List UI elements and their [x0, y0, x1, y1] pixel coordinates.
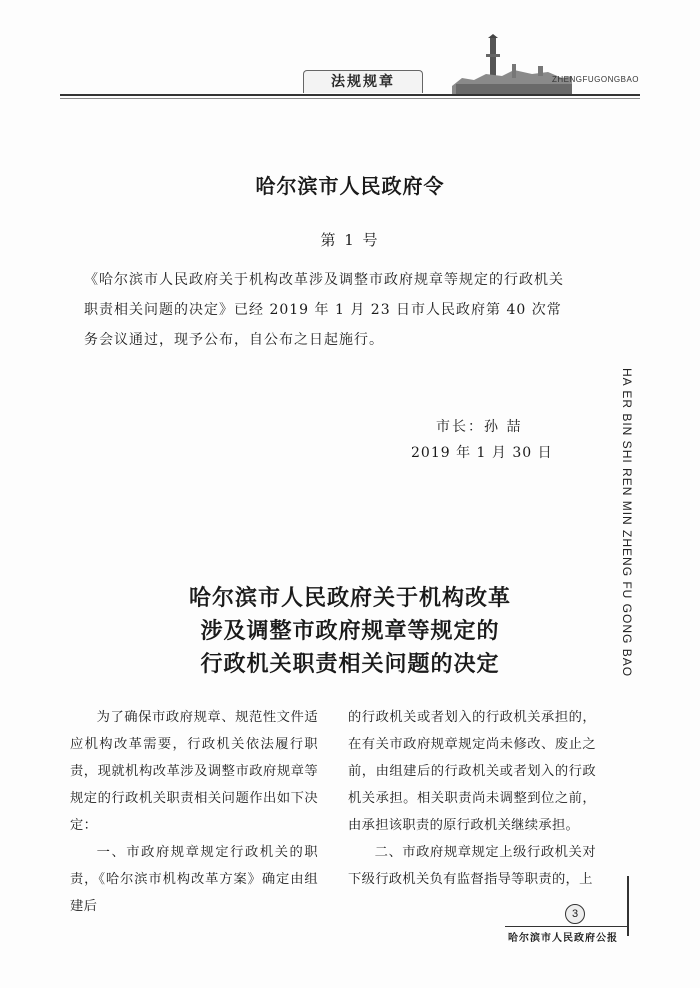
city-skyline-illustration	[452, 34, 572, 96]
decision-title-line: 哈尔滨市人民政府关于机构改革	[188, 585, 511, 611]
footer-rule	[505, 926, 627, 927]
publication-brand-en: ZHENGFUGONGBAO	[552, 75, 640, 84]
header-rule	[60, 94, 640, 96]
header-rule-thin	[60, 98, 640, 99]
decree-title: 哈尔滨市人民政府令	[255, 174, 445, 198]
decision-title	[0, 582, 700, 681]
decision-title-line: 涉及调整市政府规章等规定的	[200, 618, 500, 644]
decree-number: 第 1 号	[320, 231, 380, 249]
paragraph: 一、市政府规章规定行政机关的职责，《哈尔滨市机构改革方案》确定由组建后	[70, 845, 318, 914]
decree-body: 《哈尔滨市人民政府关于机构改革涉及调整市政府规章等规定的行政机关职责相关问题的决定》已经 2019 年 1 月 23 日市人民政府第 40 次常务会议通过，现予公布，自公布之日起施行。	[84, 272, 564, 348]
footer-publication-name: 哈尔滨市人民政府公报	[508, 933, 618, 944]
right-column	[348, 704, 596, 893]
paragraph: 的行政机关或者划入的行政机关承担的，在有关市政府规章规定尚未修改、废止之前，由组建后的行政机关或者划入的行政机关承担。相关职责尚未调整到位之前，由承担该职责的原行政机关继续承担。	[348, 710, 596, 833]
section-label: 法规规章	[303, 70, 423, 93]
left-column	[70, 704, 318, 920]
paragraph: 二、市政府规章规定上级行政机关对下级行政机关负有监督指导等职责的，上	[348, 845, 596, 887]
mayor-signature: 市长：孙 喆	[436, 419, 523, 435]
paragraph: 为了确保市政府规章、规范性文件适应机构改革需要，行政机关依法履行职责，现就机构改革涉及调整市政府规章等规定的行政机关职责相关问题作出如下决定：	[70, 710, 318, 833]
decision-title-line: 行政机关职责相关问题的决定	[200, 651, 500, 677]
page-number: 3	[565, 904, 585, 924]
decree-date: 2019 年 1 月 30 日	[411, 445, 553, 461]
side-publication-label: HA ER BIN SHI REN MIN ZHENG FU GONG BAO	[620, 368, 634, 678]
footer-rule-vertical	[627, 876, 629, 936]
